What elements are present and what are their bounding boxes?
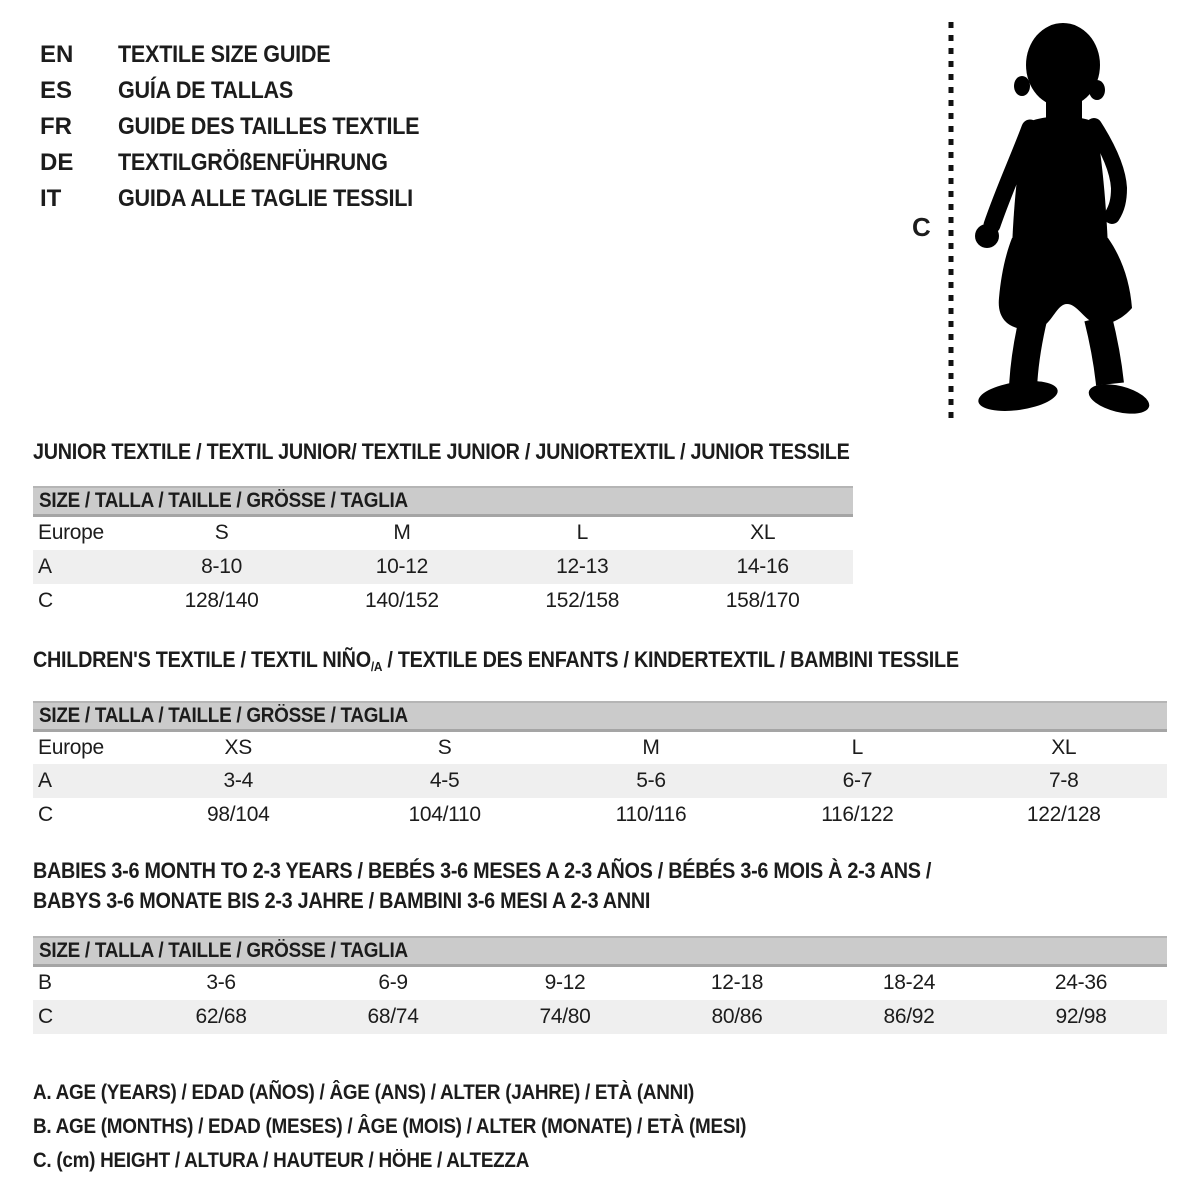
table-row-age [33, 550, 853, 584]
junior-section [33, 438, 1167, 618]
language-code: DE [40, 149, 74, 176]
table-row-age [33, 764, 1167, 798]
size-cell: L [851, 735, 864, 759]
age-cell: 14-16 [736, 554, 789, 578]
size-cell: M [393, 521, 411, 545]
height-cell: 152/158 [545, 588, 620, 612]
children-size-table [33, 701, 1167, 833]
row-label: B [38, 971, 52, 995]
table-row-height [33, 1000, 1167, 1034]
junior-size-table [33, 486, 853, 618]
language-title: GUIDE DES TAILLES TEXTILE [118, 113, 420, 140]
height-cell: 122/128 [1026, 803, 1101, 826]
language-title: GUIDA ALLE TAGLIE TESSILI [118, 185, 413, 212]
language-title: TEXTILE SIZE GUIDE [118, 41, 331, 68]
size-cell: XL [750, 521, 776, 545]
language-title: GUÍA DE TALLAS [118, 77, 294, 104]
age-cell: 7-8 [1049, 769, 1079, 792]
age-cell: 5-6 [636, 769, 666, 792]
age-cell: 4-5 [429, 769, 460, 792]
row-label: C [38, 588, 53, 612]
size-cell: S [214, 521, 229, 545]
header-section [33, 33, 1167, 422]
table-row-europe [33, 516, 853, 550]
age-cell: 3-4 [223, 769, 253, 792]
row-label: A [38, 554, 52, 578]
language-row-fr [40, 109, 453, 145]
height-cell: 158/170 [725, 588, 800, 612]
height-dashed-line-icon [948, 20, 954, 420]
row-label: A [38, 769, 52, 792]
size-cell: XS [224, 735, 252, 759]
age-cell: 12-13 [556, 554, 609, 578]
legend-line-c: C. (cm) HEIGHT / ALTURA / HAUTEUR / HÖHE / ALTEZZA [33, 1148, 530, 1172]
months-cell: 18-24 [882, 971, 936, 995]
babies-section [33, 856, 1167, 1034]
language-row-en [40, 37, 453, 73]
language-list [40, 37, 453, 422]
height-cell: 68/74 [367, 1004, 419, 1028]
height-cell: 62/68 [195, 1004, 247, 1028]
height-measure-label: C [912, 212, 931, 242]
size-cell: M [642, 735, 660, 759]
junior-section-title: JUNIOR TEXTILE / TEXTIL JUNIOR/ TEXTILE JUNIOR / JUNIORTEXTIL / JUNIOR TESSILE [33, 439, 850, 464]
size-cell: S [437, 735, 452, 759]
height-cell: 86/92 [883, 1004, 935, 1028]
nino-a-subscript: /A [370, 658, 383, 674]
months-cell: 6-9 [378, 971, 408, 995]
legend-notes [33, 1076, 1167, 1178]
language-code: ES [40, 77, 73, 104]
row-label: Europe [38, 521, 104, 545]
children-section-title: CHILDREN'S TEXTILE / TEXTIL NIÑO/A / TEXTILE DES ENFANTS / KINDERTEXTIL / BAMBINI TESSILE [33, 646, 959, 674]
legend-line-a: A. AGE (YEARS) / EDAD (AÑOS) / ÂGE (ANS) / ALTER (JAHRE) / ETÀ (ANNI) [33, 1080, 695, 1104]
age-cell: 8-10 [201, 554, 242, 578]
size-header-row [33, 937, 1167, 966]
height-cell: 110/116 [615, 803, 687, 826]
language-title: TEXTILGRÖßENFÜHRUNG [118, 149, 388, 176]
months-cell: 12-18 [710, 971, 764, 995]
months-cell: 3-6 [206, 971, 236, 995]
table-row-europe [33, 730, 1167, 764]
language-row-es [40, 73, 453, 109]
age-cell: 6-7 [842, 769, 873, 792]
height-cell: 104/110 [408, 803, 481, 826]
size-header-row [33, 487, 853, 516]
table-row-height [33, 584, 853, 618]
size-header-cell: SIZE / TALLA / TAILLE / GRÖSSE / TAGLIA [33, 487, 853, 516]
size-cell: L [576, 521, 588, 545]
size-header-cell: SIZE / TALLA / TAILLE / GRÖSSE / TAGLIA [33, 937, 1167, 966]
babies-section-title: BABIES 3-6 MONTH TO 2-3 YEARS / BEBÉS 3-6 MESES A 2-3 AÑOS / BÉBÉS 3-6 MOIS À 2-3 ANS / BABYS 3-6 MONATE BIS 2-3 JAHRE / BAMBINI 3-6 MESI A 2-3 ANNI [33, 858, 932, 913]
height-cell: 98/104 [207, 803, 270, 826]
height-cell: 140/152 [365, 588, 439, 612]
size-header-cell: SIZE / TALLA / TAILLE / GRÖSSE / TAGLIA [33, 702, 1167, 731]
table-row-height [33, 798, 1167, 832]
height-cell: 80/86 [711, 1004, 763, 1028]
children-section [33, 646, 1167, 833]
height-cell: 74/80 [539, 1004, 591, 1028]
table-row-months [33, 966, 1167, 1000]
row-label: Europe [38, 735, 104, 759]
row-label: C [38, 803, 53, 826]
size-cell: XL [1051, 735, 1077, 759]
toddler-silhouette-icon [970, 20, 1155, 420]
language-code: EN [40, 41, 74, 68]
babies-size-table [33, 936, 1167, 1034]
legend-line-b: B. AGE (MONTHS) / EDAD (MESES) / ÂGE (MOIS) / ALTER (MONATE) / ETÀ (MESI) [33, 1114, 747, 1138]
language-row-de [40, 145, 453, 181]
height-measure-figure [912, 20, 1155, 420]
language-code: IT [40, 185, 62, 212]
months-cell: 9-12 [544, 971, 586, 995]
height-cell: 116/122 [821, 803, 894, 826]
language-row-it [40, 181, 453, 217]
row-label: C [38, 1004, 53, 1028]
size-header-row [33, 702, 1167, 731]
language-code: FR [40, 113, 72, 140]
age-cell: 10-12 [375, 554, 429, 578]
months-cell: 24-36 [1054, 971, 1108, 995]
height-cell: 128/140 [184, 588, 259, 612]
height-cell: 92/98 [1055, 1004, 1107, 1028]
